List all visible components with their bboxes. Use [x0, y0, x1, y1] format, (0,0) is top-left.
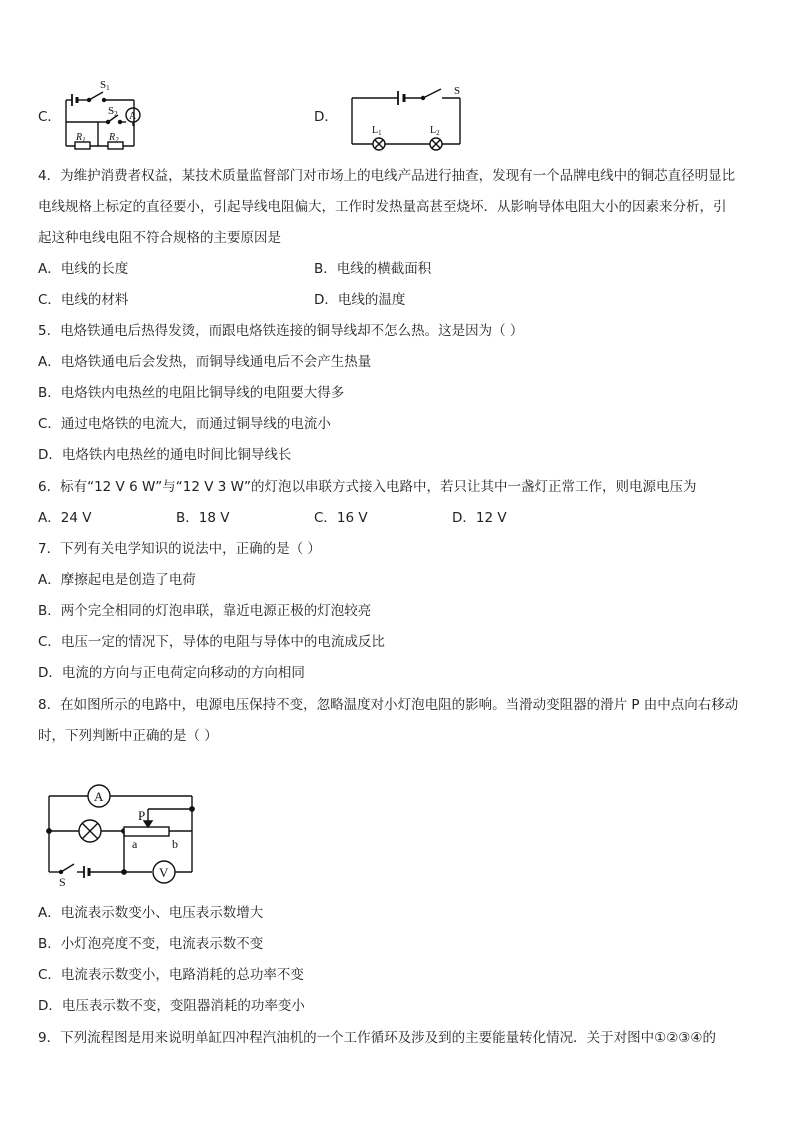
q8-stem-line1: 8．在如图所示的电路中，电源电压保持不变，忽略温度对小灯泡电阻的影响。当滑动变阻器的滑片 P 由中点向右移动 — [38, 697, 739, 713]
q5-stem: 5．电烙铁通电后热得发烫，而跟电烙铁连接的铜导线却不怎么热。这是因为（ ） — [38, 323, 524, 339]
circuit-figure-c — [58, 70, 168, 150]
fig-c-s2-label: S2 — [108, 105, 118, 118]
fig-d-s-label: S — [454, 85, 461, 97]
q8-option-c: C．电流表示数变小，电路消耗的总功率不变 — [38, 967, 304, 983]
circuit-figure-q8 — [44, 776, 204, 889]
q4-stem-line3: 起这种电线电阻不符合规格的主要原因是 — [38, 230, 281, 246]
q7-option-c: C．电压一定的情况下，导体的电阻与导体中的电流成反比 — [38, 634, 385, 650]
circuit-figure-d — [346, 84, 466, 152]
fig8-a-label: a — [132, 837, 138, 851]
q9-stem-line1: 9．下列流程图是用来说明单缸四冲程汽油机的一个工作循环及涉及到的主要能量转化情况．关于对图中①②③④的 — [38, 1030, 716, 1046]
q6-stem: 6．标有“12 V 6 W”与“12 V 3 W”的灯泡以串联方式接入电路中，若只让其中一盏灯正常工作，则电源电压为 — [38, 479, 697, 495]
q6-option-d: D．12 V — [452, 510, 507, 526]
q7-stem: 7．下列有关电学知识的说法中，正确的是（ ） — [38, 541, 321, 557]
q7-option-a: A．摩擦起电是创造了电荷 — [38, 572, 196, 588]
fig-c-r2-label: $R_2$ — [109, 132, 119, 144]
q4-option-d: D．电线的温度 — [314, 292, 406, 308]
q4-stem-line2: 电线规格上标定的直径要小，引起导线电阻偏大，工作时发热量高甚至烧坏．从影响导体电阻大小的因素来分析，引 — [38, 199, 727, 215]
q8-option-a: A．电流表示数变小、电压表示数增大 — [38, 905, 264, 921]
fig-c-r1-label: $R_1$ — [76, 132, 86, 144]
q6-option-c: C．16 V — [314, 510, 368, 526]
q5-option-d: D．电烙铁内电热丝的通电时间比铜导线长 — [38, 447, 292, 463]
q5-option-b: B．电烙铁内电热丝的电阻比铜导线的电阻要大得多 — [38, 385, 345, 401]
q7-option-b: B．两个完全相同的灯泡串联，靠近电源正极的灯泡较亮 — [38, 603, 372, 619]
fig-d-l1-label: $L_1$ — [372, 125, 382, 137]
q7-option-d: D．电流的方向与正电荷定向移动的方向相同 — [38, 665, 305, 681]
q4-option-c: C．电线的材料 — [38, 292, 129, 308]
q5-option-a: A．电烙铁通电后会发热，而铜导线通电后不会产生热量 — [38, 354, 372, 370]
option-c-label: C． — [38, 109, 61, 125]
fig-c-ammeter-label: A — [129, 111, 137, 122]
q5-option-c: C．通过电烙铁的电流大，而通过铜导线的电流小 — [38, 416, 331, 432]
fig8-b-label: b — [172, 837, 178, 851]
q4-stem-line1: 4．为维护消费者权益，某技术质量监督部门对市场上的电线产品进行抽查，发现有一个品牌电线中的铜芯直径明显比 — [38, 168, 736, 184]
q6-option-b: B．18 V — [176, 510, 230, 526]
q6-option-a: A．24 V — [38, 510, 92, 526]
fig8-voltmeter-label: V — [159, 865, 169, 880]
option-d-label: D． — [314, 109, 338, 125]
fig8-s-label: S — [59, 875, 66, 889]
q4-option-a: A．电线的长度 — [38, 261, 129, 277]
fig8-ammeter-label: A — [94, 789, 104, 804]
q4-option-b: B．电线的横截面积 — [314, 261, 432, 277]
fig8-p-label: P — [138, 808, 146, 823]
fig-d-l2-label: $L_2$ — [430, 125, 440, 137]
fig-c-s1-label: S1 — [100, 79, 110, 92]
q8-option-d: D．电压表示数不变，变阻器消耗的功率变小 — [38, 998, 305, 1014]
q8-option-b: B．小灯泡亮度不变，电流表示数不变 — [38, 936, 264, 952]
q8-stem-line2: 时，下列判断中正确的是（ ） — [38, 728, 218, 744]
